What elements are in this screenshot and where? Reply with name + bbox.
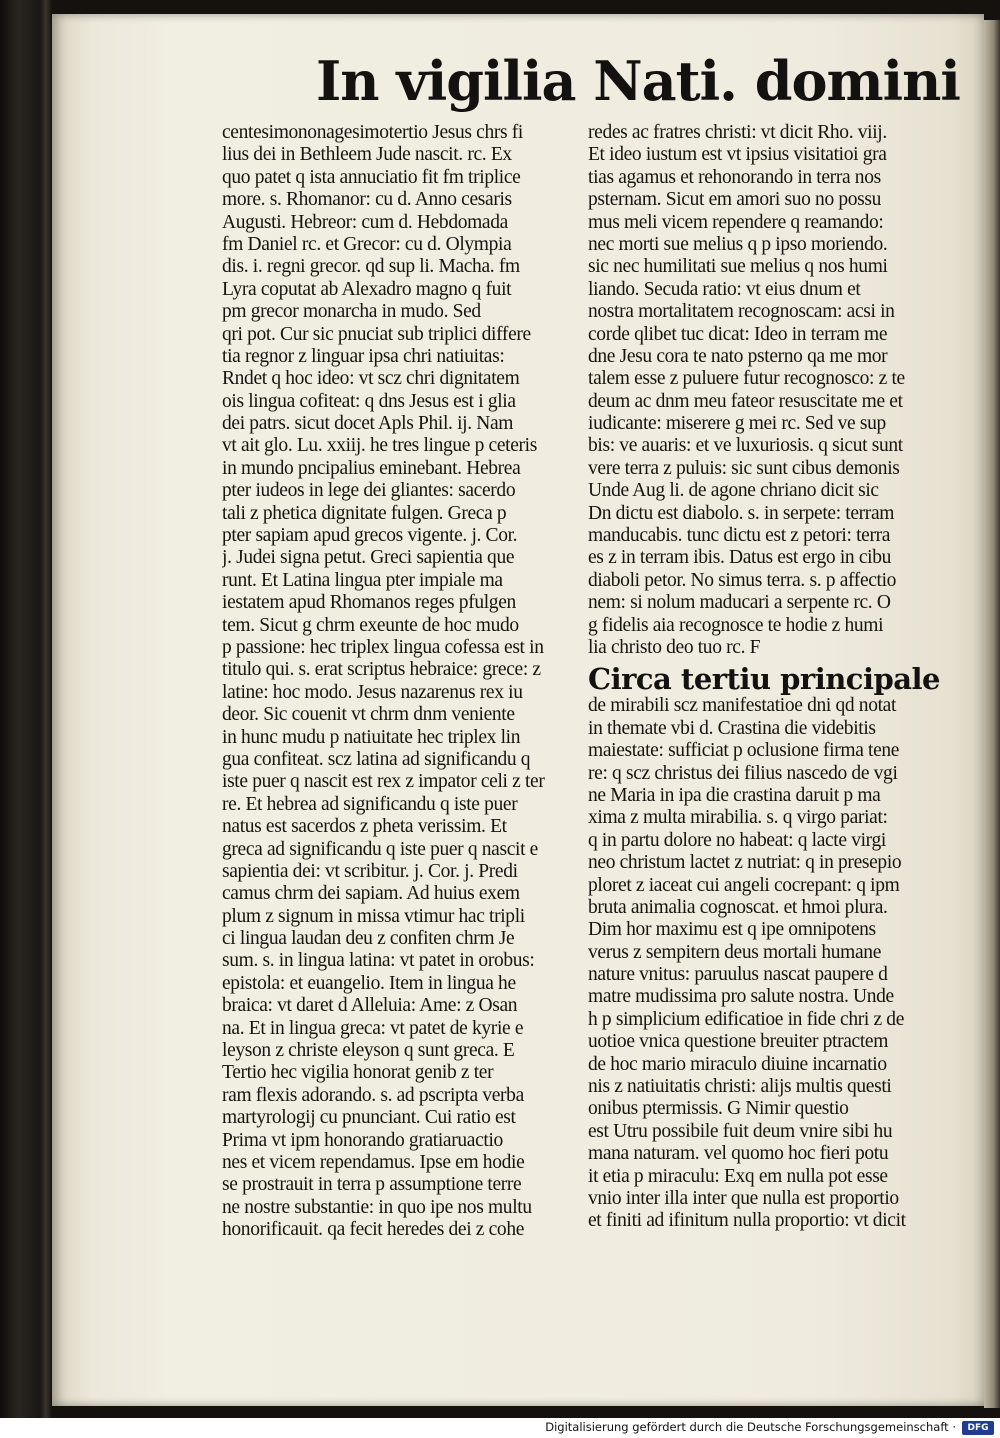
text-line: epistola: et euangelio. Item in lingua he [222, 972, 516, 994]
text-line: h p simplicium edificatioe in fide chri z de [588, 1008, 904, 1030]
text-line: nes et vicem rependamus. Ipse em hodie [222, 1151, 525, 1173]
text-line: latine: hoc modo. Jesus nazarenus rex iu [222, 681, 523, 703]
text-line: in themate vbi d. Crastina die videbitis [588, 717, 876, 739]
text-line: tia regnor z linguar ipsa chri natiuitas: [222, 345, 505, 367]
text-line: camus chrm dei sapiam. Ad huius exem [222, 883, 520, 905]
text-line: Unde Aug li. de agone chriano dicit sic [588, 480, 879, 502]
section-heading: Circa tertiu principale [588, 662, 941, 697]
text-line: nature vnitus: paruulus nascat paupere d [588, 964, 888, 986]
text-line: onibus ptermissis. G Nimir questio [588, 1098, 849, 1120]
dfg-logo: DFG [962, 1421, 994, 1435]
text-line: gua confiteat. scz latina ad significandu q [222, 748, 531, 770]
text-line: na. Et in lingua greca: vt patet de kyrie e [222, 1017, 524, 1039]
text-line: Tertio hec vigilia honorat genib z ter [222, 1062, 494, 1084]
text-line: braica: vt daret d Alleluia: Ame: z Osan [222, 995, 518, 1017]
text-line: nis z natiuitatis christi: alijs multis questi [588, 1076, 892, 1098]
text-line: pm grecor monarcha in mudo. Sed [222, 301, 481, 323]
text-line: quo patet q ista annuciatio fit fm triplice [222, 166, 521, 188]
text-line: it etia p miraculu: Exq em nulla pot esse [588, 1165, 888, 1187]
text-line: j. Judei signa petut. Greci sapientia que [222, 547, 515, 569]
text-line: deor. Sic couenit vt chrm dnm veniente [222, 704, 515, 726]
text-line: Prima vt ipm honorando gratiaruactio [222, 1129, 503, 1151]
text-line: q in partu dolore no habeat: q lacte virgi [588, 829, 886, 851]
footer-credit: Digitalisierung gefördert durch die Deutsche Forschungsgemeinschaft · [545, 1420, 956, 1434]
text-line: verus z sempitern deus mortali humane [588, 941, 882, 963]
text-line: in mundo pncipalius eminebant. Hebrea [222, 457, 521, 479]
text-line: fm Daniel rc. et Grecor: cu d. Olympia [222, 233, 512, 255]
footer-bar [0, 1418, 1000, 1438]
text-line: martyrologij cu pnunciant. Cui ratio est [222, 1107, 516, 1129]
text-line: de hoc mario miraculo diuine incarnatio [588, 1053, 887, 1075]
text-line: runt. Et Latina lingua pter impiale ma [222, 569, 503, 591]
text-line: maiestate: sufficiat p oclusione firma tene [588, 740, 900, 762]
right-text-column [588, 122, 948, 1233]
text-line: lius dei in Bethleem Jude nascit. rc. Ex [222, 144, 512, 166]
text-line: nec morti sue melius q p ipso moriendo. [588, 233, 888, 255]
text-line: vere terra z puluis: sic sunt cibus demonis [588, 457, 900, 479]
text-line: more. s. Rhomanor: cu d. Anno cesaris [222, 189, 512, 211]
text-line: re. Et hebrea ad significandu q iste puer [222, 793, 518, 815]
text-line: titulo qui. s. erat scriptus hebraice: grece: z [222, 659, 541, 681]
text-line: deum ac dnm meu fateor resuscitate me et [588, 390, 903, 412]
text-line: Dim hor maximu est q ipe omnipotens [588, 919, 876, 941]
running-head: In vigilia Nati. domini [316, 49, 960, 113]
text-line: et finiti ad ifinitum nulla proportio: vt dicit [588, 1210, 906, 1232]
text-line: ram flexis adorando. s. ad pscripta verba [222, 1084, 524, 1106]
text-line: leyson z christe eleyson q sunt greca. E [222, 1040, 515, 1062]
text-line: greca ad significandu q iste puer q nascit e [222, 838, 538, 860]
text-line: xima z multa mirabilia. s. q virgo pariat: [588, 807, 888, 829]
text-line: vt ait glo. Lu. xxiij. he tres lingue p ceteris [222, 435, 537, 457]
text-line: manducabis. tunc dictu est z petori: terra [588, 525, 891, 547]
left-text-column [222, 122, 582, 1242]
text-line: tali z phetica dignitate fulgen. Greca p [222, 502, 507, 524]
text-line: plum z signum in missa vtimur hac tripli [222, 905, 525, 927]
text-line: Et ideo iustum est vt ipsius visitatioi gra [588, 144, 887, 166]
text-line: sum. s. in lingua latina: vt patet in orobus: [222, 950, 535, 972]
text-line: centesimononagesimotertio Jesus chrs fi [222, 122, 523, 143]
text-line: corde qlibet tuc dicat: Ideo in terram me [588, 323, 888, 345]
text-line: matre mudissima pro salute nostra. Unde [588, 986, 894, 1008]
text-line: uotioe vnica questione breuiter ptractem [588, 1031, 889, 1053]
text-line: ois lingua cofiteat: q dns Jesus est i glia [222, 390, 516, 412]
text-line: sic nec humilitati sue melius q nos humi [588, 256, 888, 278]
text-line: est Utru possibile fuit deum vnire sibi hu [588, 1120, 893, 1142]
text-line: p passione: hec triplex lingua cofessa est in [222, 636, 544, 658]
text-line: ci lingua laudan deu z confiten chrm Je [222, 928, 515, 950]
text-line: in hunc mudu p natiuitate hec triplex lin [222, 726, 521, 748]
right-column-top [588, 122, 948, 659]
text-line: se prostrauit in terra p assumptione terre [222, 1174, 522, 1196]
text-line: re: q scz christus dei filius nascedo de vgi [588, 762, 898, 784]
text-line: pter iudeos in lege dei gliantes: sacerdo [222, 480, 516, 502]
text-line: ploret z iaceat cui angeli cocrepant: q ipm [588, 874, 900, 896]
text-line: diaboli petor. No simus terra. s. p affectio [588, 569, 897, 591]
text-line: iudicante: miserere g mei rc. Sed ve sup [588, 413, 886, 435]
text-line: iestatem apud Rhomanos reges pfulgen [222, 592, 516, 614]
text-line: Dn dictu est diabolo. s. in serpete: terram [588, 502, 895, 524]
page-edge [984, 20, 1000, 1408]
text-line: psternam. Sicut em amori suo no possu [588, 189, 882, 211]
text-line: lia christo deo tuo rc. F [588, 636, 761, 658]
text-line: iste puer q nascit est rex z impator celi z ter [222, 771, 545, 793]
text-line: dis. i. regni grecor. qd sup li. Macha. fm [222, 256, 520, 278]
text-line: mana naturam. vel quomo hoc fieri potu [588, 1143, 889, 1165]
text-line: natus est sacerdos z pheta verissim. Et [222, 816, 507, 838]
text-line: talem esse z puluere futur recognosco: z te [588, 368, 905, 390]
text-line: g fidelis aia recognosce te hodie z humi [588, 614, 884, 636]
text-line: Lyra coputat ab Alexadro magno q fuit [222, 278, 512, 300]
text-line: Augusti. Hebreor: cum d. Hebdomada [222, 211, 508, 233]
text-line: dei patrs. sicut docet Apls Phil. ij. Nam [222, 413, 514, 435]
text-line: qri pot. Cur sic pnuciat sub triplici differe [222, 323, 531, 345]
text-line: tias agamus et rehonorando in terra nos [588, 166, 881, 188]
text-line: Rndet q hoc ideo: vt scz chri dignitatem [222, 368, 520, 390]
text-line: de mirabili scz manifestatioe dni qd notat [588, 695, 897, 717]
text-line: redes ac fratres christi: vt dicit Rho. viij. [588, 122, 887, 143]
text-line: bis: ve auaris: et ve luxuriosis. q sicut sunt [588, 435, 903, 457]
text-line: nostra mortalitatem recognoscam: acsi in [588, 301, 895, 323]
text-line: bruta animalia cognoscat. et hmoi plura. [588, 896, 888, 918]
right-column-bottom [588, 695, 948, 1232]
text-line: honorificauit. qa fecit heredes dei z cohe [222, 1219, 525, 1241]
text-line: ne Maria in ipa die crastina daruit p ma [588, 784, 881, 806]
text-line: sapientia dei: vt scribitur. j. Cor. j. Predi [222, 860, 518, 882]
text-line: ne nostre substantie: in quo ipe nos multu [222, 1196, 532, 1218]
text-line: vnio inter illa inter que nulla est proportio [588, 1187, 899, 1209]
text-line: liando. Secuda ratio: vt eius dnum et [588, 278, 861, 300]
text-line: pter sapiam apud grecos vigente. j. Cor. [222, 525, 518, 547]
text-line: neo christum lactet z nutriat: q in presepio [588, 852, 902, 874]
text-line: nem: si nolum maducari a serpente rc. O [588, 592, 891, 614]
text-line: mus meli vicem rependere q reamando: [588, 211, 884, 233]
text-line: dne Jesu cora te nato psterno qa me mor [588, 345, 888, 367]
text-line: es z in terram ibis. Datus est ergo in cibu [588, 547, 892, 569]
text-line: tem. Sicut g chrm exeunte de hoc mudo [222, 614, 519, 636]
